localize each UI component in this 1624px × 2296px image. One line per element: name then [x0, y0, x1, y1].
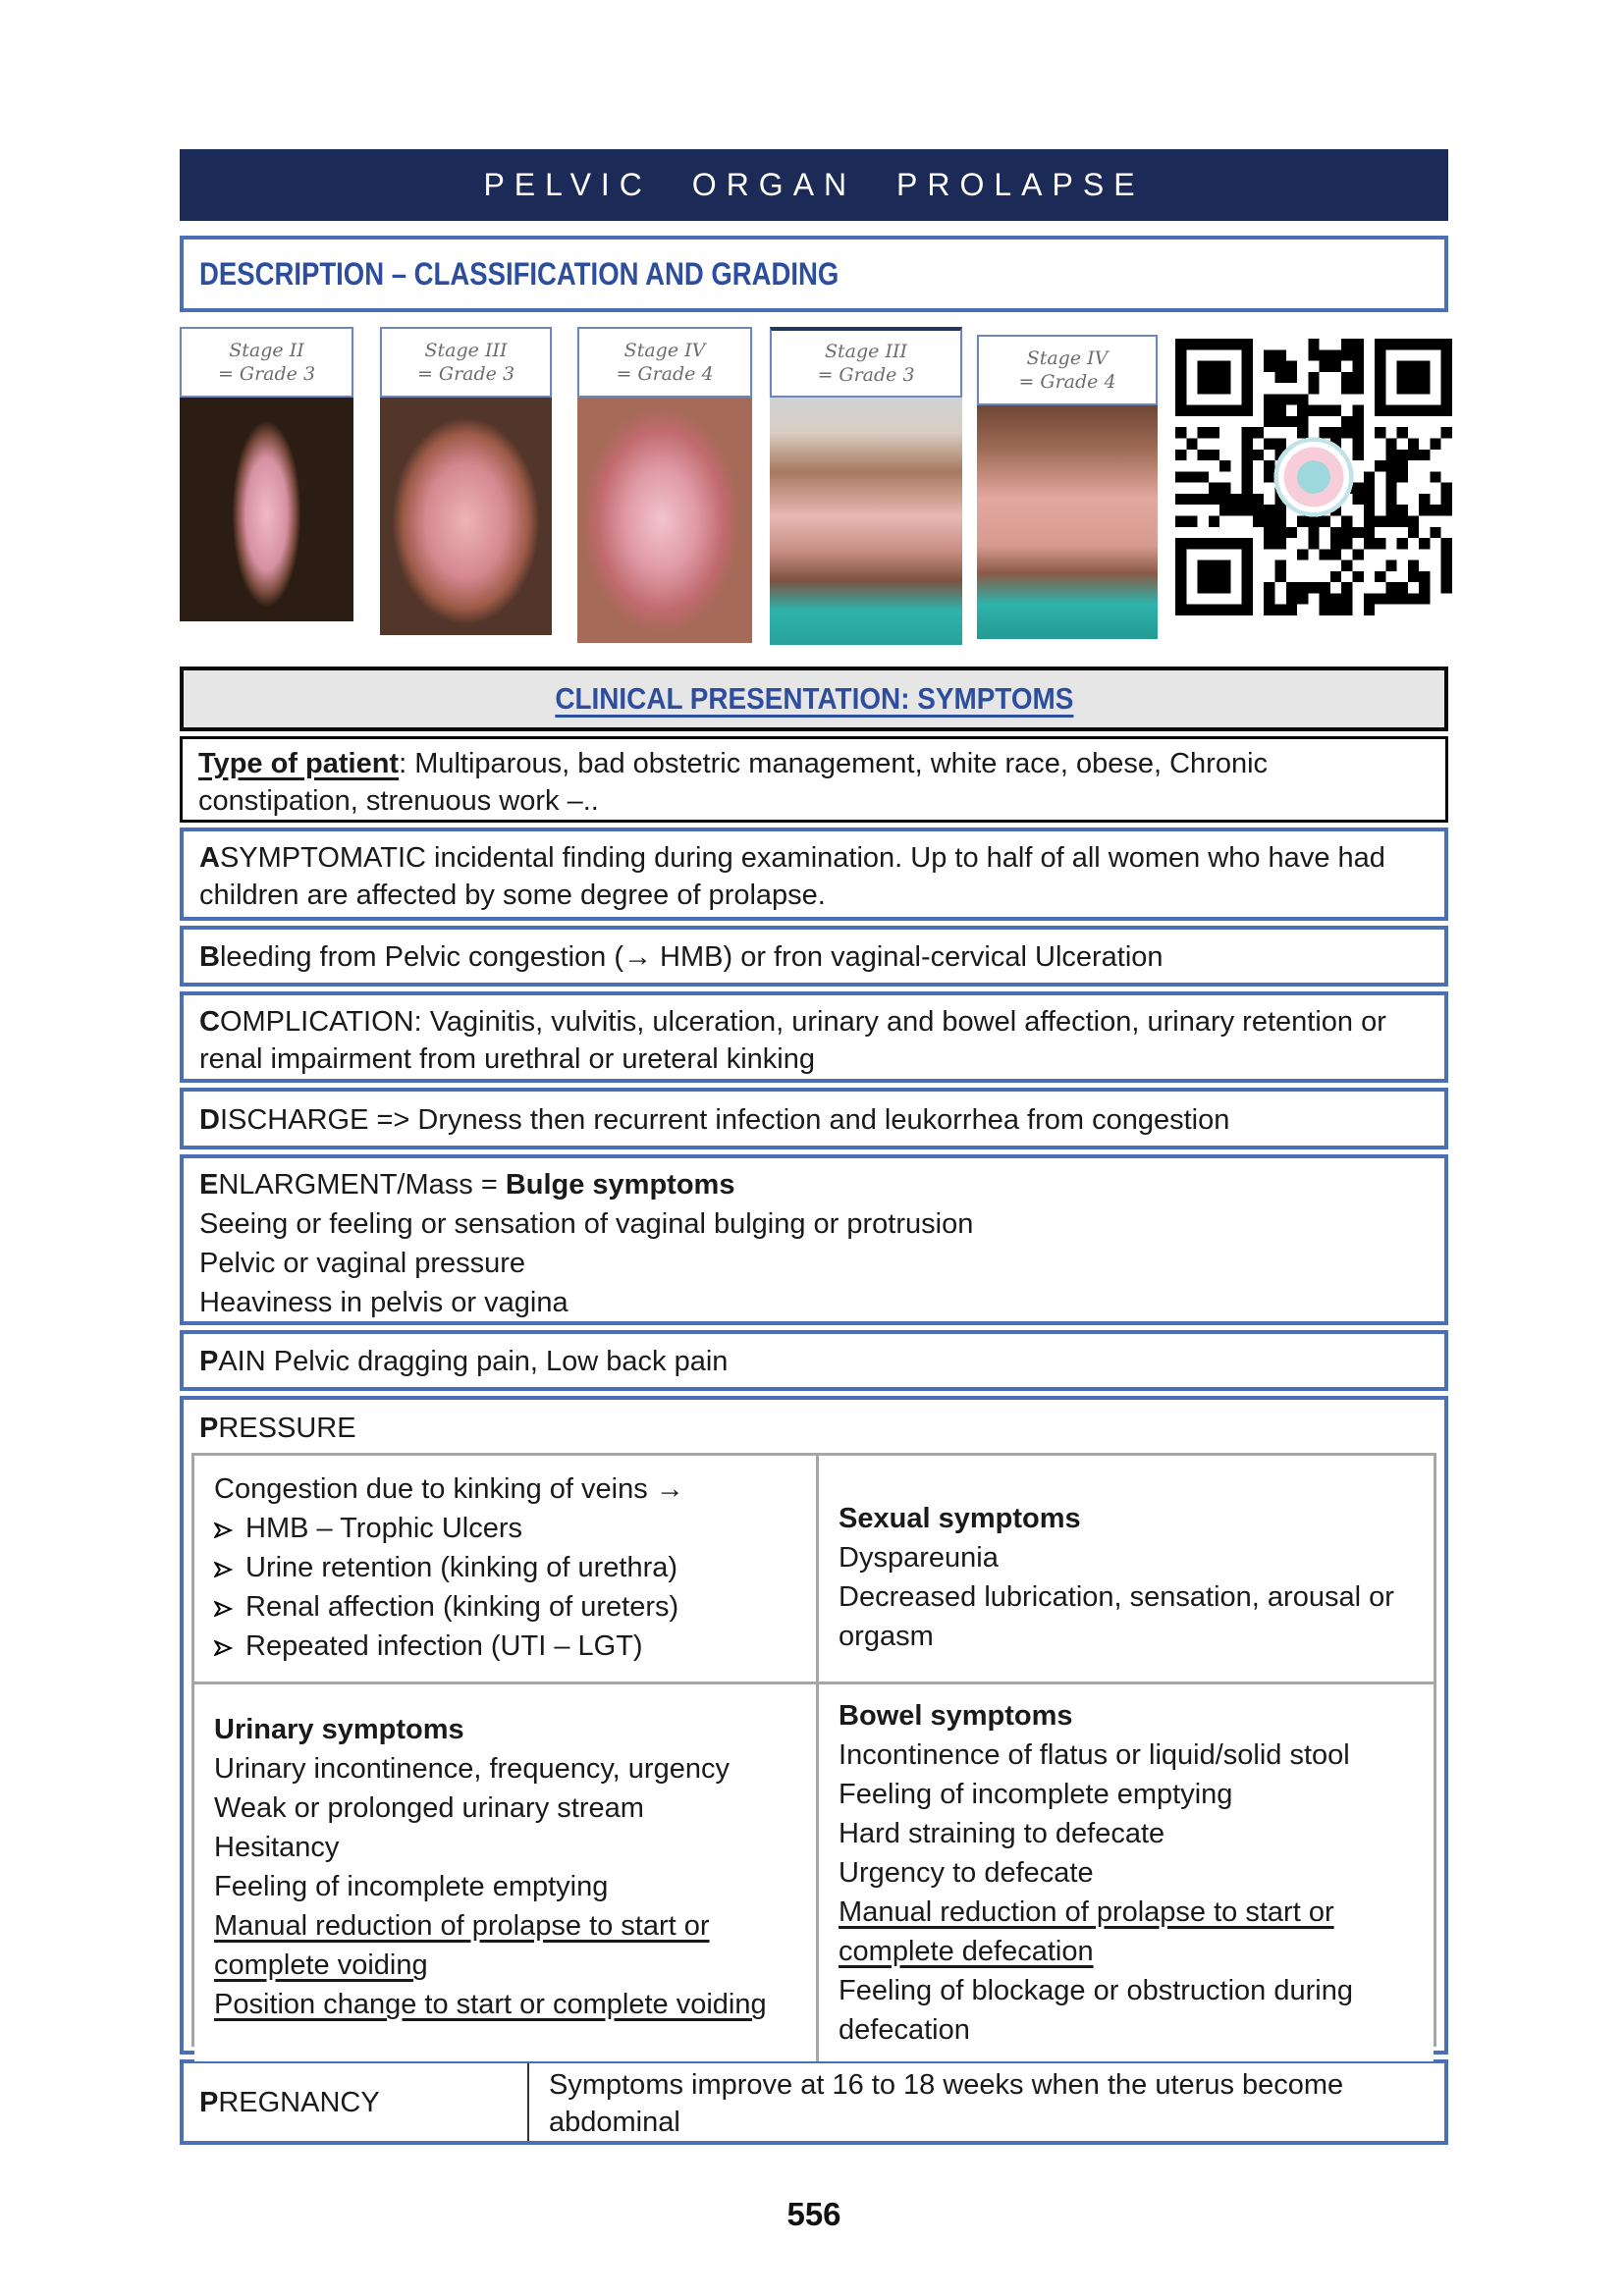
row-discharge: DISCHARGE => Dryness then recurrent infection and leukorrhea from congestion [180, 1088, 1448, 1149]
arrowhead-bullet-icon [214, 1509, 234, 1548]
row-bleeding: Bleeding from Pelvic congestion (→ HMB) or fron vaginal-cervical Ulceration [180, 926, 1448, 987]
cell-sexual-symptoms: Sexual symptoms Dyspareunia Decreased lubrication, sensation, arousal or orgasm [819, 1456, 1434, 1684]
arrowhead-bullet-icon [214, 1587, 234, 1627]
row-pain: PAIN Pelvic dragging pain, Low back pain [180, 1330, 1448, 1391]
row-asymptomatic: ASYMPTOMATIC incidental finding during examination. Up to half of all women who have had children are affected by some degree of prolapse. [180, 828, 1448, 921]
row-enlargement: ENLARGMENT/Mass = Bulge symptoms Seeing or feeling or sensation of vaginal bulging or protrusion Pelvic or vaginal pressure Heaviness in pelvis or vagina [180, 1154, 1448, 1325]
pregnancy-label-cell: PREGNANCY [184, 2063, 529, 2141]
stage-label: Stage III = Grade 3 [380, 327, 552, 398]
figure-stage-3 [577, 327, 752, 643]
content-column [180, 0, 1448, 2233]
row-type-of-patient: Type of patient: Multiparous, bad obstetric management, white race, obese, Chronic constipation, strenuous work –.. [180, 736, 1448, 823]
qr-code [1175, 339, 1452, 615]
row-pressure [180, 1396, 1448, 2055]
clinical-photo [770, 398, 962, 645]
title-banner [180, 149, 1448, 221]
figure-stage-4 [770, 327, 962, 645]
pressure-subtable [191, 1453, 1436, 2047]
clinical-photo [180, 398, 353, 621]
clinical-photo [977, 405, 1158, 639]
clinical-presentation-title: CLINICAL PRESENTATION: SYMPTOMS [554, 681, 1074, 716]
stage-label: Stage II = Grade 3 [180, 327, 353, 398]
cell-urinary-symptoms: Urinary symptoms Urinary incontinence, frequency, urgency Weak or prolonged urinary stream Hesitancy Feeling of incomplete emptying Manual reduction of prolapse to start or complete voiding Position change to start or complete voiding [194, 1684, 819, 2061]
stage-label: Stage IV = Grade 4 [577, 327, 752, 398]
pressure-label: PRESSURE [199, 1413, 356, 1444]
page-title: PELVIC ORGAN PROLAPSE [483, 167, 1145, 202]
row-complication: COMPLICATION: Vaginitis, vulvitis, ulceration, urinary and bowel affection, urinary retention or renal impairment from urethral or ureteral kinking [180, 991, 1448, 1083]
section-header-clinical-presentation [180, 667, 1448, 731]
clinical-photo [577, 398, 752, 643]
cell-bowel-symptoms: Bowel symptoms Incontinence of flatus or liquid/solid stool Feeling of incomplete emptying Hard straining to defecate Urgency to defecate Manual reduction of prolapse to start or complete defecation Feeling of blockage or obstruction during defecation [819, 1684, 1434, 2061]
arrowhead-bullet-icon [214, 1548, 234, 1587]
pregnancy-text-cell [529, 2063, 1444, 2141]
page-number: 556 [786, 2196, 841, 2232]
description-title: DESCRIPTION – CLASSIFICATION AND GRADING [199, 255, 839, 292]
figure-stage-5 [977, 335, 1158, 639]
pregnancy-text: Symptoms improve at 16 to 18 weeks when the uterus become abdominal [549, 2068, 1344, 2138]
figure-stage-1 [180, 327, 353, 621]
figure-stage-2 [380, 327, 552, 635]
arrowhead-bullet-icon [214, 1627, 234, 1666]
section-header-description [180, 236, 1448, 312]
figures-row [180, 327, 1448, 651]
stage-label: Stage IV = Grade 4 [977, 335, 1158, 405]
row-pregnancy [180, 2059, 1448, 2145]
clinical-photo [380, 398, 552, 635]
stage-label: Stage III = Grade 3 [770, 327, 962, 398]
cell-congestion-symptoms: Congestion due to kinking of veins → HMB – Trophic Ulcers Urine retention (kinking of urethra) Renal affection (kinking of ureters) Repeated infection (UTI – LGT) [194, 1456, 819, 1684]
